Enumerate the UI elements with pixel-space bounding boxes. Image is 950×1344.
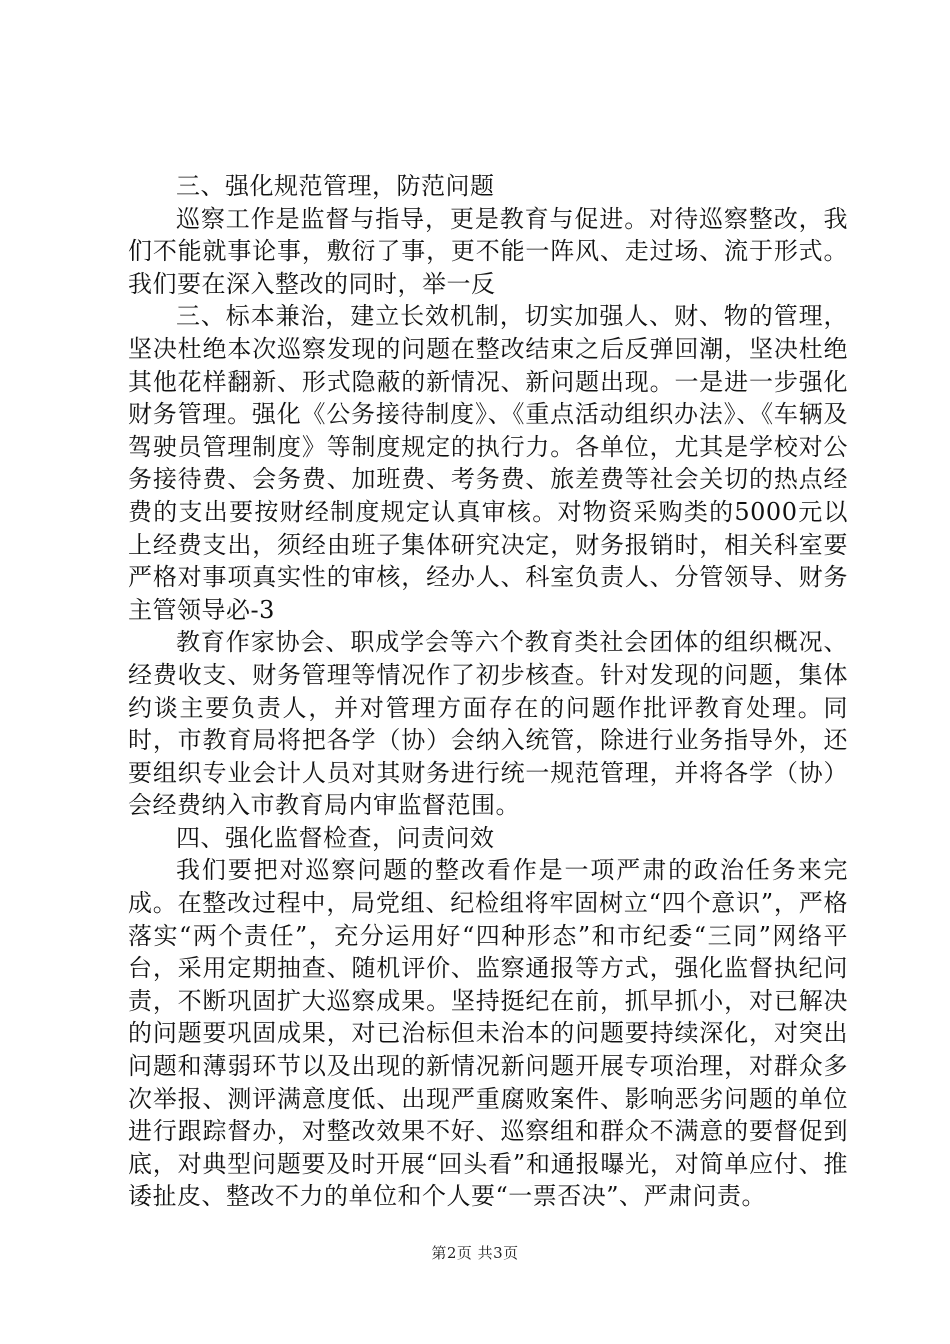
- paragraph: 我们要把对巡察问题的整改看作是一项严肃的政治任务来完成。在整改过程中，局党组、纪检组将牢固树立“四个意识”，严格落实“两个责任”，充分运用好“四种形态”和市纪委“三同”网络平台，采用定期抽查、随机评价、监察通报等方式，强化监督执纪问责，不断巩固扩大巡察成果。坚持挺纪在前，抓早抓小，对已解决的问题要巩固成果，对已治标但未治本的问题要持续深化，对突出问题和薄弱环节以及出现的新情况新问题开展专项治理，对群众多次举报、测评满意度低、出现严重腐败案件、影响恶劣问题的单位进行跟踪督办，对整改效果不好、巡察组和群众不满意的要督促到底，对典型问题要及时开展“回头看”和通报曝光，对简单应付、推诿扯皮、整改不力的单位和个人要“一票否决”、严肃问责。: [128, 856, 848, 1211]
- section-heading: 三、强化规范管理，防范问题: [176, 172, 495, 200]
- document-body: [128, 170, 848, 1213]
- paragraph: 三、标本兼治，建立长效机制，切实加强人、财、物的管理，坚决杜绝本次巡察发现的问题在整改结束之后反弹回潮，坚决杜绝其他花样翻新、形式隐蔽的新情况、新问题出现。一是进一步强化财务管理。强化《公务接待制度》、《重点活动组织办法》、《车辆及驾驶员管理制度》等制度规定的执行力。各单位，尤其是学校对公务接待费、会务费、加班费、考务费、旅差费等社会关切的热点经费的支出要按财经制度规定认真审核。对物资采购类的5000元以上经费支出，须经由班子集体研究决定，财务报销时，相关科室要严格对事项真实性的审核，经办人、科室负责人、分管领导、财务主管领导必-3: [128, 302, 848, 624]
- section-heading: 四、强化监督检查，问责问效: [176, 823, 495, 852]
- page-number-footer: 第2页 共3页: [431, 1244, 519, 1262]
- paragraph: 教育作家协会、职成学会等六个教育类社会团体的组织概况、经费收支、财务管理等情况作了初步核查。针对发现的问题，集体约谈主要负责人，并对管理方面存在的问题作批评教育处理。同时，市教育局将把各学（协）会纳入统管，除进行业务指导外，还要组织专业会计人员对其财务进行统一规范管理，并将各学（协）会经费纳入市教育局内审监督范围。: [128, 628, 848, 820]
- paragraph: 巡察工作是监督与指导，更是教育与促进。对待巡察整改，我们不能就事论事，敷衍了事，更不能一阵风、走过场、流于形式。我们要在深入整改的同时，举一反: [128, 204, 848, 298]
